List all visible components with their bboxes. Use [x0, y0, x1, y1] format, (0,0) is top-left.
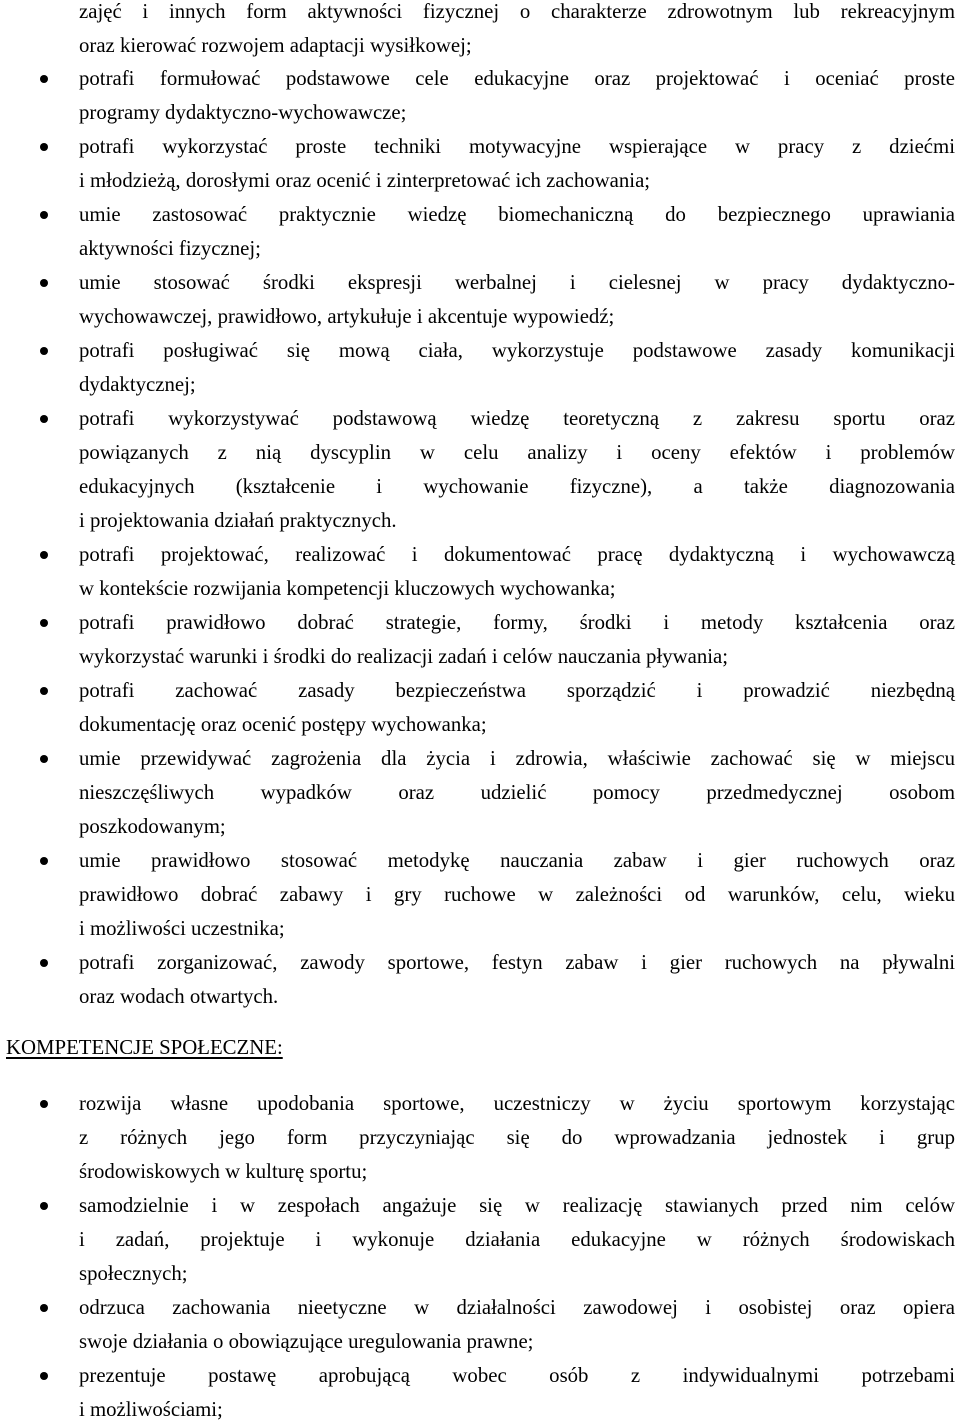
- bullet-icon: [40, 959, 48, 967]
- text-line: i możliwościami;: [79, 1398, 223, 1421]
- text-line: umie prawidłowo stosować metodykę nauczania zabaw i gier ruchowych oraz: [79, 849, 955, 872]
- bullet-icon: [40, 1202, 48, 1210]
- text-line: potrafi formułować podstawowe cele edukacyjne oraz projektować i oceniać proste: [79, 67, 955, 90]
- text-line: i projektowania działań praktycznych.: [79, 509, 397, 532]
- text-line: wychowawczej, prawidłowo, artykułuje i akcentuje wypowiedź;: [79, 305, 615, 328]
- text-line: potrafi projektować, realizować i dokumentować pracę dydaktyczną i wychowawczą: [79, 543, 955, 566]
- text-line: potrafi zachować zasady bezpieczeństwa sporządzić i prowadzić niezbędną: [79, 679, 955, 702]
- bullet-icon: [40, 619, 48, 627]
- text-line: zajęć i innych form aktywności fizycznej o charakterze zdrowotnym lub rekreacyjnym: [79, 0, 955, 23]
- text-line: potrafi posługiwać się mową ciała, wykorzystuje podstawowe zasady komunikacji: [79, 339, 955, 362]
- text-line: prezentuje postawę aprobującą wobec osób z indywidualnymi potrzebami: [79, 1364, 955, 1387]
- bullet-icon: [40, 415, 48, 423]
- text-line: poszkodowanym;: [79, 815, 226, 838]
- text-line: prawidłowo dobrać zabawy i gry ruchowe w zależności od warunków, celu, wieku: [79, 883, 955, 906]
- text-line: aktywności fizycznej;: [79, 237, 261, 260]
- text-line: oraz wodach otwartych.: [79, 985, 279, 1008]
- bullet-icon: [40, 1304, 48, 1312]
- bullet-icon: [40, 143, 48, 151]
- text-line: edukacyjnych (kształcenie i wychowanie fizyczne), a także diagnozowania: [79, 475, 955, 498]
- text-line: w kontekście rozwijania kompetencji kluczowych wychowanka;: [79, 577, 616, 600]
- text-line: i młodzieżą, dorosłymi oraz ocenić i zinterpretować ich zachowania;: [79, 169, 651, 192]
- text-line: odrzuca zachowania nieetyczne w działalności zawodowej i osobistej oraz opiera: [79, 1296, 955, 1319]
- text-line: umie stosować środki ekspresji werbalnej i cielesnej w pracy dydaktyczno-: [79, 271, 955, 294]
- text-line: i zadań, projektuje i wykonuje działania edukacyjne w różnych środowiskach: [79, 1228, 955, 1251]
- text-line: swoje działania o obowiązujące uregulowania prawne;: [79, 1330, 534, 1353]
- bullet-icon: [40, 347, 48, 355]
- bullet-icon: [40, 211, 48, 219]
- text-line: z różnych jego form przyczyniając się do wprowadzania jednostek i grup: [79, 1126, 955, 1149]
- bullet-icon: [40, 687, 48, 695]
- bullet-icon: [40, 1372, 48, 1380]
- text-line: dydaktycznej;: [79, 373, 196, 396]
- section-heading: KOMPETENCJE SPOŁECZNE:: [6, 1036, 283, 1059]
- text-line: społecznych;: [79, 1262, 188, 1285]
- text-line: potrafi zorganizować, zawody sportowe, festyn zabaw i gier ruchowych na pływalni: [79, 951, 955, 974]
- bullet-icon: [40, 279, 48, 287]
- bullet-icon: [40, 75, 48, 83]
- text-line: rozwija własne upodobania sportowe, uczestniczy w życiu sportowym korzystając: [79, 1092, 955, 1115]
- text-line: potrafi prawidłowo dobrać strategie, formy, środki i metody kształcenia oraz: [79, 611, 955, 634]
- text-line: umie przewidywać zagrożenia dla życia i zdrowia, właściwie zachować się w miejscu: [79, 747, 955, 770]
- bullet-icon: [40, 1100, 48, 1108]
- text-line: samodzielnie i w zespołach angażuje się w realizację stawianych przed nim celów: [79, 1194, 955, 1217]
- text-line: dokumentację oraz ocenić postępy wychowanka;: [79, 713, 487, 736]
- text-line: wykorzystać warunki i środki do realizacji zadań i celów nauczania pływania;: [79, 645, 729, 668]
- text-line: powiązanych z nią dyscyplin w celu analizy i oceny efektów i problemów: [79, 441, 955, 464]
- text-line: oraz kierować rozwojem adaptacji wysiłkowej;: [79, 34, 472, 57]
- text-line: potrafi wykorzystać proste techniki motywacyjne wspierające w pracy z dziećmi: [79, 135, 955, 158]
- text-line: środowiskowych w kulturę sportu;: [79, 1160, 368, 1183]
- text-line: potrafi wykorzystywać podstawową wiedzę teoretyczną z zakresu sportu oraz: [79, 407, 955, 430]
- bullet-icon: [40, 755, 48, 763]
- bullet-icon: [40, 551, 48, 559]
- text-line: i możliwości uczestnika;: [79, 917, 285, 940]
- text-line: nieszczęśliwych wypadków oraz udzielić pomocy przedmedycznej osobom: [79, 781, 955, 804]
- text-line: umie zastosować praktycznie wiedzę biomechaniczną do bezpiecznego uprawiania: [79, 203, 955, 226]
- bullet-icon: [40, 857, 48, 865]
- text-line: programy dydaktyczno-wychowawcze;: [79, 101, 407, 124]
